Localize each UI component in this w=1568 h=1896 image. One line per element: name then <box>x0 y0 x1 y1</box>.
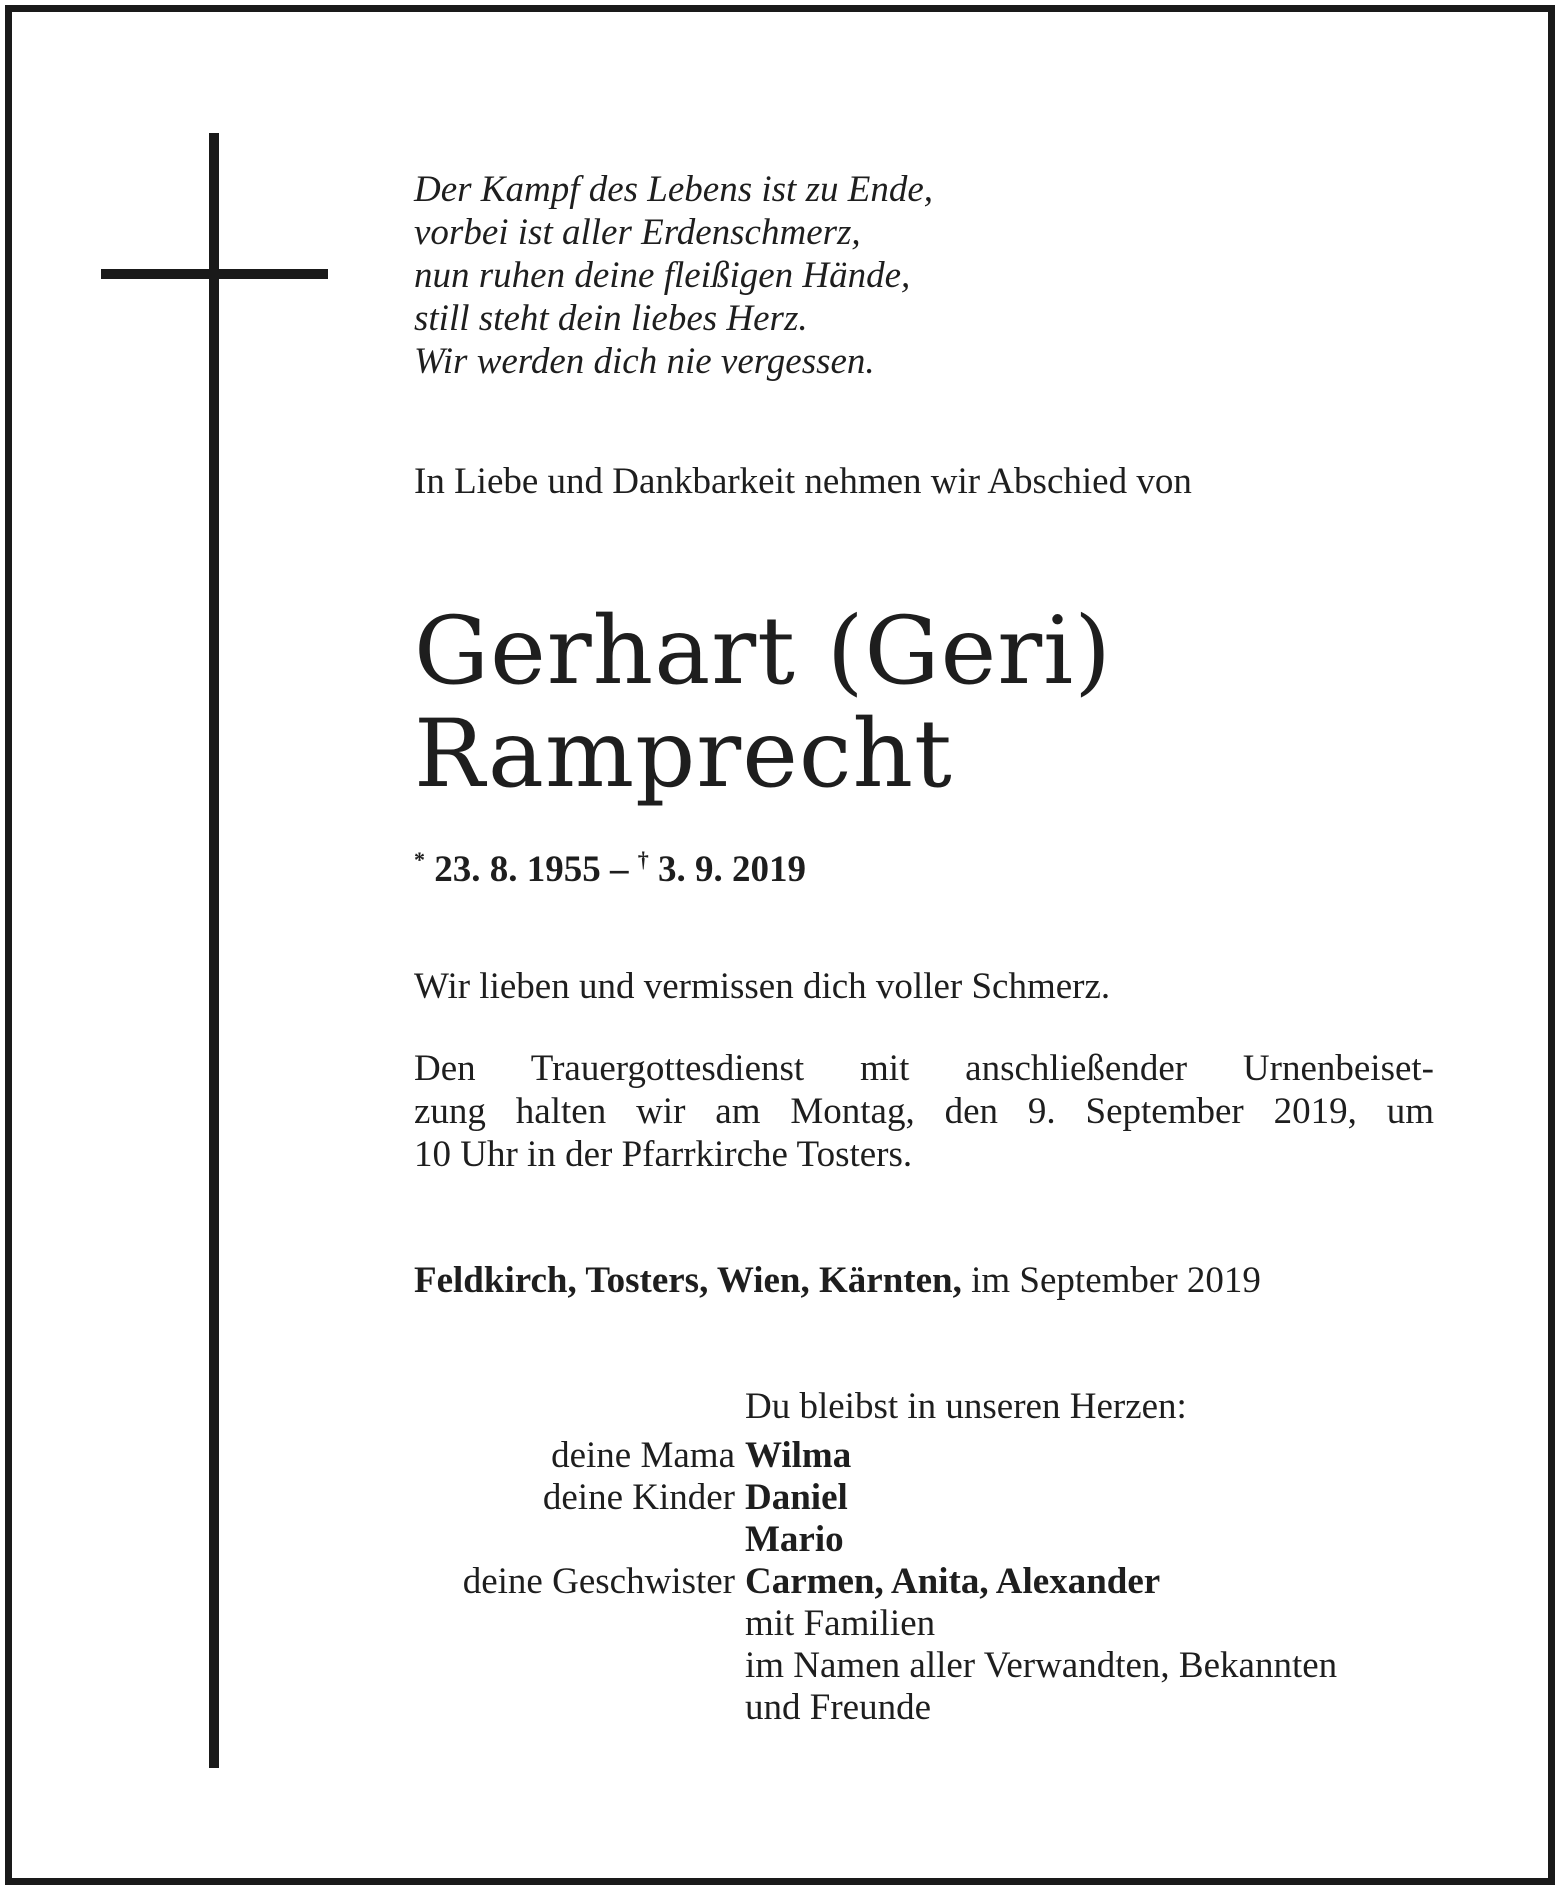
relation-label <box>380 1603 735 1645</box>
mourner-names: Mario <box>745 1519 844 1560</box>
relation-label <box>380 1687 735 1729</box>
relation-label <box>380 1519 735 1561</box>
poem-line: vorbei ist aller Erdenschmerz, <box>414 212 861 253</box>
mourner-row <box>380 1687 1460 1729</box>
mourner-names: im Namen aller Verwandten, Bekannten <box>745 1645 1338 1686</box>
poem <box>414 168 933 383</box>
poem-line: nun ruhen deine fleißigen Hände, <box>414 255 911 296</box>
deceased-first-name: Gerhart (Geri) <box>414 597 1112 706</box>
place-and-date <box>414 1259 1261 1303</box>
mourner-names: Carmen, Anita, Alexander <box>745 1561 1161 1602</box>
mourner-row <box>380 1477 1460 1519</box>
miss-line: Wir lieben und vermissen dich voller Schmerz. <box>414 966 1111 1007</box>
service-line: 10 Uhr in der Pfarrkirche Tosters. <box>414 1134 913 1175</box>
relation-label: deine Geschwister <box>462 1561 735 1602</box>
cross-horizontal-bar <box>101 269 328 279</box>
deceased-last-name: Ramprecht <box>414 700 953 809</box>
mourner-names: Daniel <box>745 1477 848 1518</box>
birth-date: 23. 8. 1955 <box>434 849 601 890</box>
life-dates <box>414 838 806 892</box>
relation-label: deine Mama <box>551 1435 735 1476</box>
deceased-name <box>414 597 1112 809</box>
locations: Feldkirch, Tosters, Wien, Kärnten, <box>414 1260 962 1301</box>
birth-symbol: * <box>414 847 425 872</box>
mourner-row <box>380 1519 1460 1561</box>
farewell-intro: In Liebe und Dankbarkeit nehmen wir Abschied von <box>414 461 1192 502</box>
poem-line: Der Kampf des Lebens ist zu Ende, <box>414 169 933 210</box>
mourner-row <box>380 1645 1460 1687</box>
mourner-row <box>380 1435 1460 1477</box>
poem-line: still steht dein liebes Herz. <box>414 298 808 339</box>
service-line: Den Trauergottesdienst mit anschließender Urnenbeiset- <box>414 1048 1434 1089</box>
mourner-names: und Freunde <box>745 1687 931 1728</box>
death-symbol: † <box>637 847 649 872</box>
mourner-row <box>380 1561 1460 1603</box>
service-announcement <box>414 1047 1434 1176</box>
poem-line: Wir werden dich nie vergessen. <box>414 341 875 382</box>
service-line: zung halten wir am Montag, den 9. September 2019, um <box>414 1091 1434 1132</box>
relation-label <box>380 1645 735 1687</box>
relation-label: deine Kinder <box>542 1477 735 1518</box>
mourner-names: Wilma <box>745 1435 852 1476</box>
family-heading: Du bleibst in unseren Herzen: <box>745 1386 1187 1427</box>
mourners-list <box>380 1435 1460 1729</box>
mourner-row <box>380 1603 1460 1645</box>
date-separator: – <box>610 849 629 890</box>
cross-vertical-bar <box>209 133 219 1768</box>
death-date: 3. 9. 2019 <box>658 849 806 890</box>
mourner-names: mit Familien <box>745 1603 936 1644</box>
notice-date: im September 2019 <box>971 1260 1261 1301</box>
